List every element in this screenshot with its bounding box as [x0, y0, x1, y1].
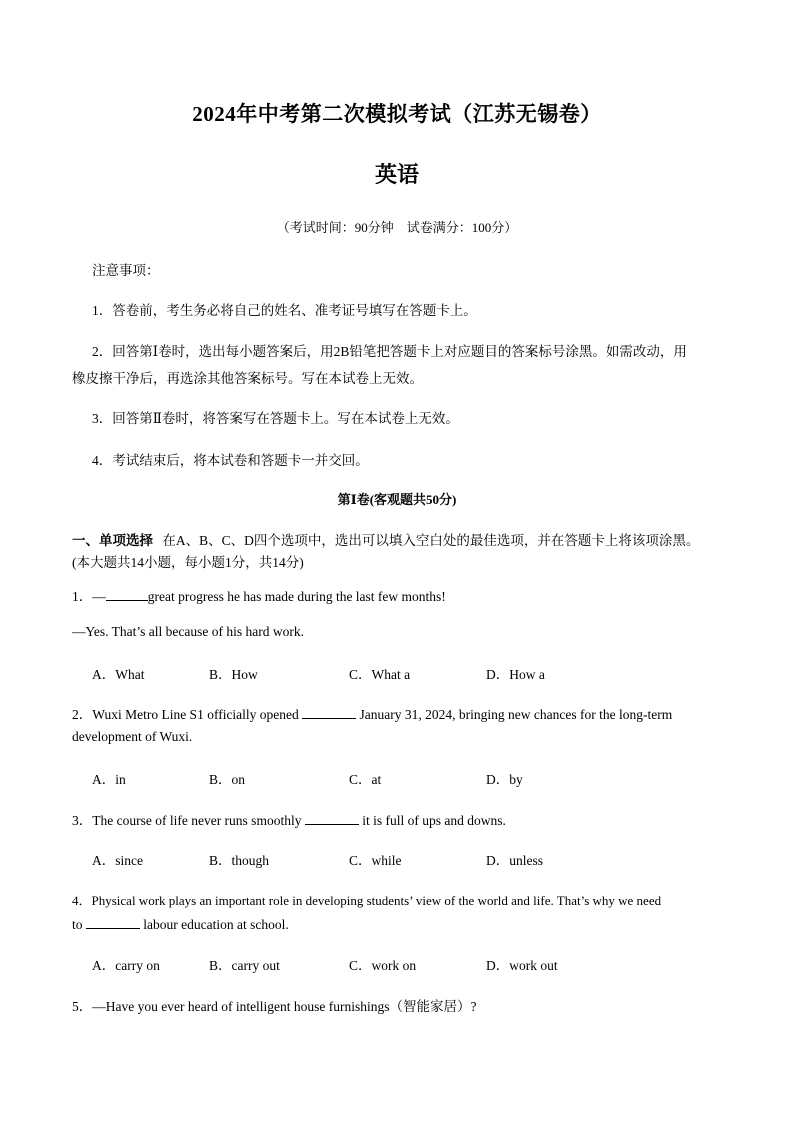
question-3-text: it is full of ups and downs.: [362, 813, 506, 828]
note-item-4: 4．考试结束后，将本试卷和答题卡一并交回。: [92, 453, 369, 468]
question-5: 5．—Have you ever heard of intelligent house furnishings（智能家居）?: [72, 999, 477, 1014]
question-1-reply: —Yes. That’s all because of his hard work.: [72, 624, 304, 639]
q2-option-c[interactable]: C．at: [349, 772, 382, 787]
q1-option-a[interactable]: A．What: [92, 667, 145, 682]
question-4-continued: [72, 916, 289, 933]
question-4: 4．Physical work plays an important role in developing students’ view of the world and life. That’s why we need: [72, 893, 662, 908]
note-item-2: 2．回答第Ⅰ卷时，选出每小题答案后，用2B铅笔把答题卡上对应题目的答案标号涂黑。如需改动，用: [92, 344, 687, 359]
part-note: (本大题共14小题，每小题1分，共14分): [72, 555, 304, 570]
note-item-2-continued: 橡皮擦干净后，再选涂其他答案标号。写在本试卷上无效。: [72, 371, 423, 386]
question-2-continued: development of Wuxi.: [72, 729, 193, 744]
q3-option-b[interactable]: B．though: [209, 853, 270, 868]
answer-blank: [305, 812, 359, 825]
q4-option-a[interactable]: A．carry on: [92, 958, 160, 973]
question-1: [72, 585, 446, 605]
q1-option-d[interactable]: D．How a: [486, 667, 545, 682]
part-instruction: 在A、B、C、D四个选项中，选出可以填入空白处的最佳选项，并在答题卡上将该项涂黑。: [162, 533, 700, 548]
q3-option-a[interactable]: A．since: [92, 853, 143, 868]
note-item-3: 3．回答第Ⅱ卷时，将答案写在答题卡上。写在本试卷上无效。: [92, 411, 459, 426]
q2-option-b[interactable]: B．on: [209, 772, 246, 787]
q2-option-d[interactable]: D．by: [486, 772, 523, 787]
part-heading: [72, 529, 699, 549]
question-1-prefix: 1．—: [72, 589, 106, 604]
q1-option-c[interactable]: C．What a: [349, 667, 411, 682]
answer-blank: [106, 588, 148, 601]
q3-option-d[interactable]: D．unless: [486, 853, 543, 868]
question-3-prefix: 3．The course of life never runs smoothly: [72, 813, 302, 828]
exam-info: （考试时间：90分钟 试卷满分：100分）: [276, 220, 518, 235]
part-label: 一、单项选择: [72, 533, 153, 548]
q4-option-b[interactable]: B．carry out: [209, 958, 280, 973]
section-title: 第Ⅰ卷(客观题共50分): [337, 492, 457, 507]
note-item-1: 1．答卷前，考生务必将自己的姓名、准考证号填写在答题卡上。: [92, 303, 477, 318]
q3-option-c[interactable]: C．while: [349, 853, 402, 868]
question-2-prefix: 2．Wuxi Metro Line S1 officially opened: [72, 707, 299, 722]
notes-heading: 注意事项：: [92, 263, 160, 278]
question-4-prefix: to: [72, 917, 83, 932]
document-title: 2024年中考第二次模拟考试（江苏无锡卷）: [192, 102, 602, 126]
question-1-text: great progress he has made during the last few months!: [147, 589, 446, 604]
question-2: [72, 703, 672, 723]
q2-option-a[interactable]: A．in: [92, 772, 126, 787]
subject-title: 英语: [374, 162, 419, 187]
question-3: [72, 809, 506, 829]
q4-option-c[interactable]: C．work on: [349, 958, 417, 973]
answer-blank: [86, 916, 140, 929]
q4-option-d[interactable]: D．work out: [486, 958, 558, 973]
answer-blank: [302, 706, 356, 719]
question-4-text: labour education at school.: [143, 917, 289, 932]
q1-option-b[interactable]: B．How: [209, 667, 258, 682]
question-2-text: January 31, 2024, bringing new chances for the long-term: [359, 707, 673, 722]
